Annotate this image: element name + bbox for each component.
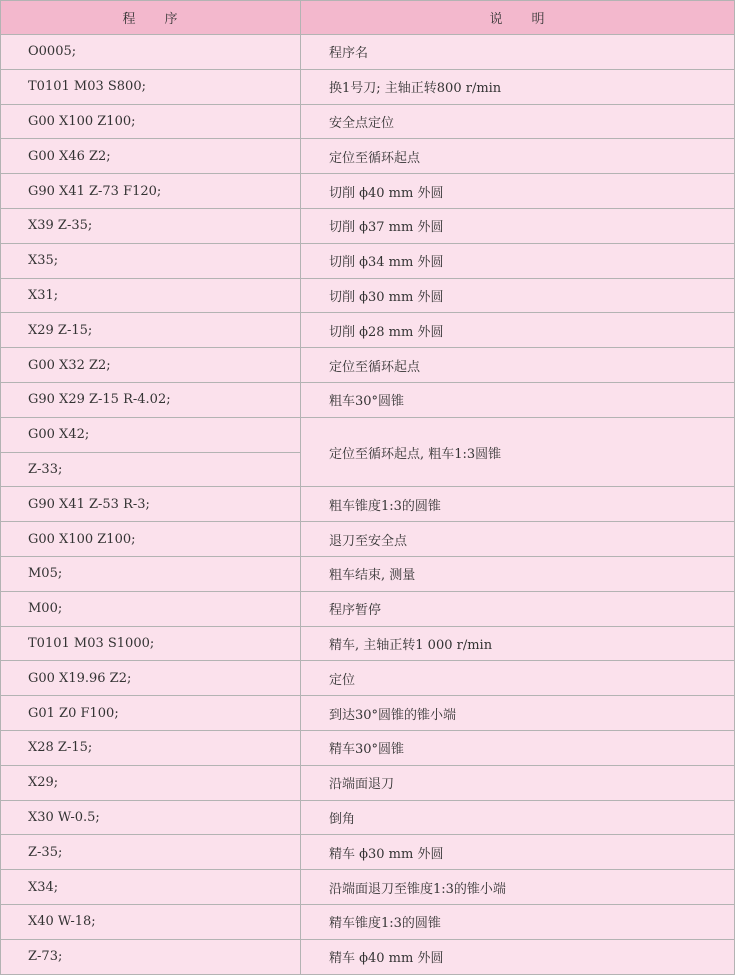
table-row [1, 870, 735, 905]
table-row [1, 69, 735, 104]
table-row [1, 382, 735, 417]
program-cell: G00 X100 Z100; [1, 104, 301, 139]
description-cell: 倒角 [301, 800, 735, 835]
description-cell: 精车, 主轴正转1 000 r/min [301, 626, 735, 661]
description-cell: 定位至循环起点 [301, 139, 735, 174]
program-cell: G90 X29 Z-15 R-4.02; [1, 382, 301, 417]
program-cell: X40 W-18; [1, 904, 301, 939]
description-cell: 定位至循环起点 [301, 348, 735, 383]
table-row [1, 661, 735, 696]
program-cell: X39 Z-35; [1, 208, 301, 243]
description-cell: 切削 ϕ34 mm 外圆 [301, 243, 735, 278]
table-row [1, 313, 735, 348]
description-cell: 切削 ϕ30 mm 外圆 [301, 278, 735, 313]
header-row [1, 1, 735, 35]
program-cell: G00 X46 Z2; [1, 139, 301, 174]
description-cell: 沿端面退刀 [301, 765, 735, 800]
table-row [1, 348, 735, 383]
table-row [1, 522, 735, 557]
table-row [1, 487, 735, 522]
program-cell: G00 X100 Z100; [1, 522, 301, 557]
description-cell: 安全点定位 [301, 104, 735, 139]
description-cell: 切削 ϕ28 mm 外圆 [301, 313, 735, 348]
program-cell: G90 X41 Z-53 R-3; [1, 487, 301, 522]
program-cell: O0005; [1, 35, 301, 70]
description-cell: 沿端面退刀至锥度1:3的锥小端 [301, 870, 735, 905]
table-row [1, 626, 735, 661]
table-row [1, 35, 735, 70]
description-cell: 退刀至安全点 [301, 522, 735, 557]
description-cell: 定位至循环起点, 粗车1:3圆锥 [301, 417, 735, 487]
program-cell: G00 X42; [1, 417, 301, 452]
table-row [1, 800, 735, 835]
table-row [1, 243, 735, 278]
table-row [1, 417, 735, 452]
table-row [1, 556, 735, 591]
description-cell: 精车 ϕ40 mm 外圆 [301, 939, 735, 974]
table-row [1, 696, 735, 731]
description-cell: 到达30°圆锥的锥小端 [301, 696, 735, 731]
description-cell: 精车锥度1:3的圆锥 [301, 904, 735, 939]
table-row [1, 835, 735, 870]
description-cell: 程序名 [301, 35, 735, 70]
program-cell: X34; [1, 870, 301, 905]
program-cell: Z-33; [1, 452, 301, 487]
description-cell: 精车 ϕ30 mm 外圆 [301, 835, 735, 870]
program-cell: M05; [1, 556, 301, 591]
program-cell: X31; [1, 278, 301, 313]
program-cell: M00; [1, 591, 301, 626]
program-cell: T0101 M03 S1000; [1, 626, 301, 661]
header-description: 说 明 [301, 1, 735, 35]
program-cell: G00 X32 Z2; [1, 348, 301, 383]
description-cell: 粗车30°圆锥 [301, 382, 735, 417]
table-row [1, 730, 735, 765]
table-row [1, 591, 735, 626]
description-cell: 切削 ϕ40 mm 外圆 [301, 174, 735, 209]
header-program: 程 序 [1, 1, 301, 35]
program-cell: X28 Z-15; [1, 730, 301, 765]
program-cell: X29; [1, 765, 301, 800]
description-cell: 定位 [301, 661, 735, 696]
program-cell: G90 X41 Z-73 F120; [1, 174, 301, 209]
program-cell: T0101 M03 S800; [1, 69, 301, 104]
table-row [1, 765, 735, 800]
table-row [1, 174, 735, 209]
table-row [1, 208, 735, 243]
description-cell: 精车30°圆锥 [301, 730, 735, 765]
program-cell: X29 Z-15; [1, 313, 301, 348]
description-cell: 换1号刀; 主轴正转800 r/min [301, 69, 735, 104]
program-cell: X35; [1, 243, 301, 278]
description-cell: 切削 ϕ37 mm 外圆 [301, 208, 735, 243]
description-cell: 程序暂停 [301, 591, 735, 626]
description-cell: 粗车结束, 测量 [301, 556, 735, 591]
description-cell: 粗车锥度1:3的圆锥 [301, 487, 735, 522]
program-cell: X30 W-0.5; [1, 800, 301, 835]
program-cell: G01 Z0 F100; [1, 696, 301, 731]
program-cell: Z-35; [1, 835, 301, 870]
table-row [1, 278, 735, 313]
program-cell: Z-73; [1, 939, 301, 974]
program-cell: G00 X19.96 Z2; [1, 661, 301, 696]
table-row [1, 139, 735, 174]
table-row [1, 104, 735, 139]
table-row [1, 904, 735, 939]
